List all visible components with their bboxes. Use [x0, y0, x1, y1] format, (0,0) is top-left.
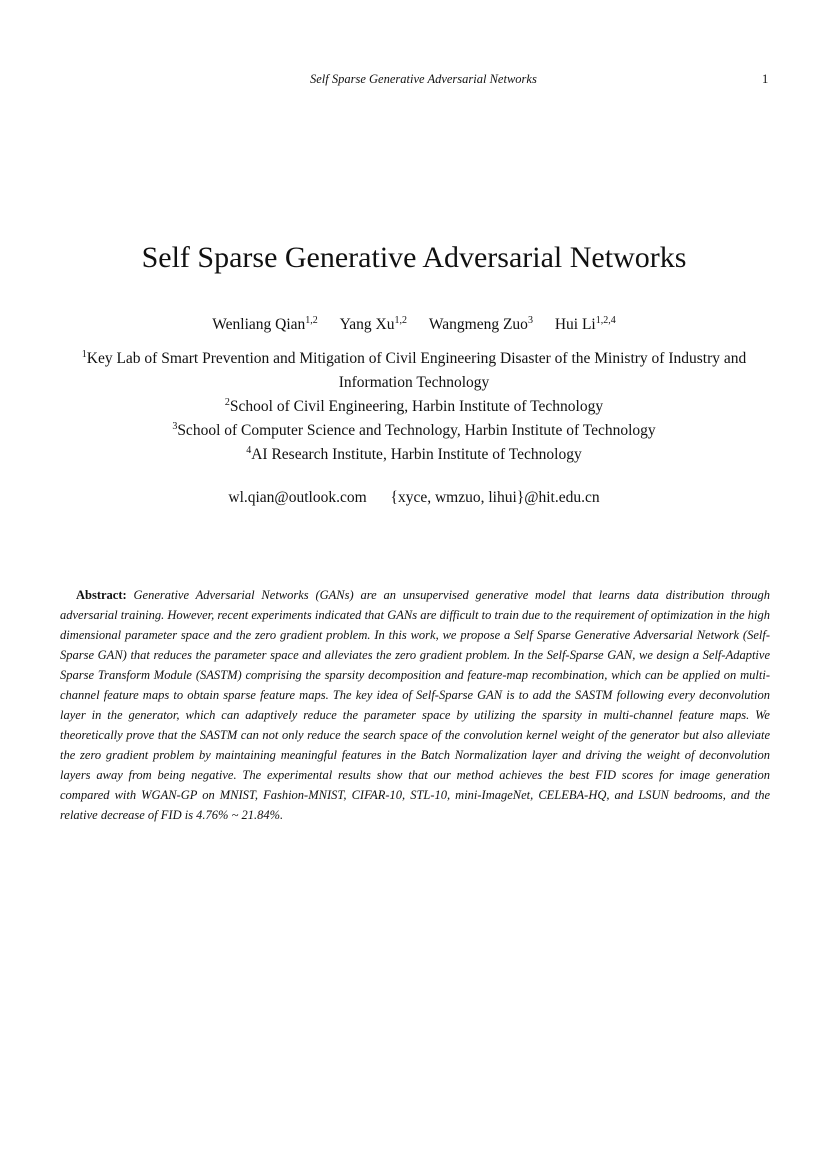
affiliation — [60, 443, 768, 467]
running-header — [0, 71, 828, 87]
abstract-text: Generative Adversarial Networks (GANs) are an unsupervised generative model that learns data distribution through adversarial training. However, recent experiments indicated that GANs are difficult to train due to the requirement of optimization in the high dimensional parameter space and the zero gradient problem. In this work, we propose a Self Sparse Generative Adversarial Network (Self-Sparse GAN) that reduces the parameter space and alleviates the zero gradient problem. In the Self-Sparse GAN, we design a Self-Adaptive Sparse Transform Module (SASTM) comprising the sparsity decomposition and feature-map recombination, which can be applied on multi-channel feature maps to obtain sparse feature maps. The key idea of Self-Sparse GAN is to add the SASTM following every deconvolution layer in the generator, which can adaptively reduce the parameter space by utilizing the sparsity in multi-channel feature maps. We theoretically prove that the SASTM can not only reduce the search space of the convolution kernel weight of the generator but also alleviate the zero gradient problem by maintaining meaningful features in the Batch Normalization layer and driving the weight of deconvolution layers away from being negative. The experimental results show that our method achieves the best FID scores for image generation compared with WGAN-GP on MNIST, Fashion-MNIST, CIFAR-10, STL-10, mini-ImageNet, CELEBA-HQ, and LSUN bedrooms, and the relative decrease of FID is 4.76% ~ 21.84%. — [60, 588, 771, 822]
email-address: {xyce, wmzuo, lihui}@hit.edu.cn — [390, 489, 600, 506]
affiliation — [60, 395, 768, 419]
paper-title: Self Sparse Generative Adversarial Networks — [141, 241, 687, 274]
author-affiliation-mark: 1,2 — [305, 315, 318, 326]
abstract — [60, 585, 770, 825]
author-name: Hui Li — [554, 316, 596, 333]
author — [212, 314, 318, 336]
affiliation-text: School of Civil Engineering, Harbin Institute of Technology — [229, 398, 604, 415]
affiliation-mark: 1 — [81, 349, 87, 360]
affiliation-text: School of Computer Science and Technology, Harbin Institute of Technology — [177, 422, 656, 439]
author-name: Wangmeng Zuo — [428, 316, 528, 333]
author-affiliation-mark: 1,2 — [394, 315, 407, 326]
affiliation-list — [60, 347, 768, 467]
author — [340, 314, 407, 336]
author-affiliation-mark: 3 — [527, 315, 533, 326]
abstract-label: Abstract: — [76, 588, 127, 602]
affiliation-text: Key Lab of Smart Prevention and Mitigation of Civil Engineering Disaster of the Ministry of Industry and Information Technology — [86, 350, 747, 391]
author-name: Wenliang Qian — [212, 316, 306, 333]
affiliation-mark: 3 — [172, 421, 178, 432]
author — [555, 314, 616, 336]
email-address: wl.qian@outlook.com — [228, 489, 367, 506]
affiliation-mark: 4 — [246, 445, 252, 456]
affiliation — [60, 347, 768, 395]
page-number: 1 — [762, 72, 769, 86]
author-name: Yang Xu — [339, 316, 395, 333]
affiliation-text: AI Research Institute, Harbin Institute of Technology — [251, 446, 582, 463]
author — [429, 314, 533, 336]
running-title: Self Sparse Generative Adversarial Networks — [310, 72, 537, 86]
author-list — [0, 314, 828, 336]
affiliation — [60, 419, 768, 443]
affiliation-mark: 2 — [224, 397, 230, 408]
email-list — [0, 487, 828, 509]
author-affiliation-mark: 1,2,4 — [595, 315, 616, 326]
